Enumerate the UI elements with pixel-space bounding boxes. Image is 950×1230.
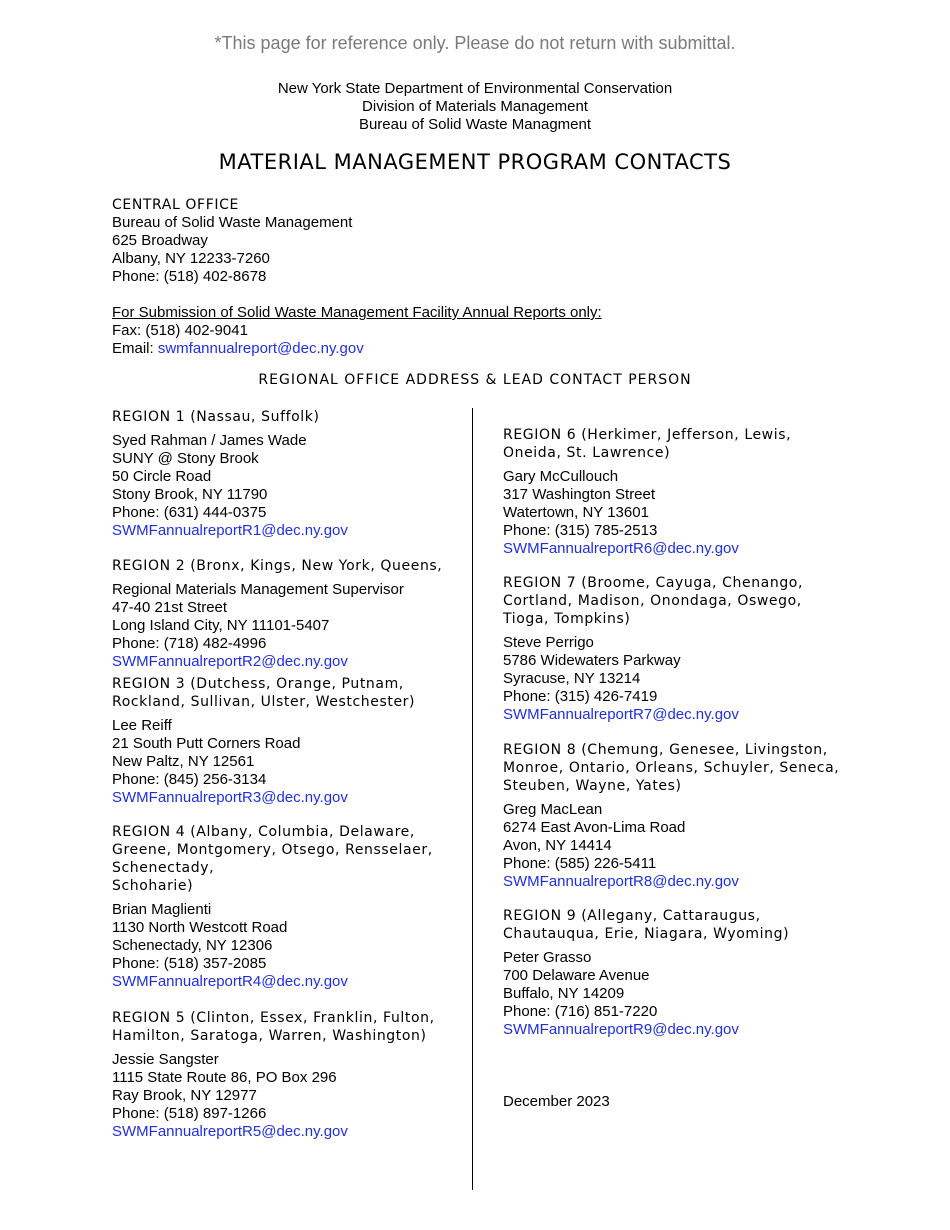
central-office-email-line bbox=[112, 340, 812, 358]
region-8-block bbox=[503, 741, 843, 891]
region-3-name: REGION 3 (Dutchess, Orange, Putnam, Rockland, Sullivan, Ulster, Westchester) bbox=[112, 676, 416, 710]
region-4-line: Phone: (518) 357-2085 bbox=[112, 955, 267, 972]
region-4-line: Brian Maglienti bbox=[112, 901, 212, 918]
page-title: MATERIAL MANAGEMENT PROGRAM CONTACTS bbox=[218, 150, 732, 174]
region-3-line: Lee Reiff bbox=[112, 717, 172, 734]
central-office-bureau: Bureau of Solid Waste Management bbox=[112, 214, 353, 231]
region-8-name: REGION 8 (Chemung, Genesee, Livingston, Monroe, Ontario, Orleans, Schuyler, Seneca, Steuben, Wayne, Yates) bbox=[503, 742, 840, 794]
region-5-line: 1115 State Route 86, PO Box 296 bbox=[112, 1069, 337, 1086]
regional-heading: REGIONAL OFFICE ADDRESS & LEAD CONTACT PERSON bbox=[258, 372, 692, 388]
central-office-email-link[interactable]: swmfannualreport@dec.ny.gov bbox=[157, 340, 364, 357]
region-2-block bbox=[112, 557, 472, 671]
document-date: December 2023 bbox=[503, 1093, 610, 1110]
region-1-line: Phone: (631) 444-0375 bbox=[112, 504, 267, 521]
region-1-line: 50 Circle Road bbox=[112, 468, 212, 485]
agency-name: New York State Department of Environmental Conservation bbox=[277, 80, 673, 97]
central-office-fax: Fax: (518) 402-9041 bbox=[112, 322, 248, 339]
region-6-line: 317 Washington Street bbox=[503, 486, 656, 503]
region-7-email-link[interactable]: SWMFannualreportR7@dec.ny.gov bbox=[503, 706, 739, 723]
bureau-name: Bureau of Solid Waste Managment bbox=[358, 116, 592, 133]
region-9-name: REGION 9 (Allegany, Cattaraugus, Chautauqua, Erie, Niagara, Wyoming) bbox=[503, 908, 790, 942]
region-7-block bbox=[503, 574, 823, 724]
region-9-line: 700 Delaware Avenue bbox=[503, 967, 650, 984]
central-office-heading: CENTRAL OFFICE bbox=[112, 197, 239, 213]
region-5-line: Phone: (518) 897-1266 bbox=[112, 1105, 267, 1122]
region-5-block bbox=[112, 1009, 452, 1141]
email-label: Email: bbox=[112, 340, 158, 357]
region-4-name: REGION 4 (Albany, Columbia, Delaware, Greene, Montgomery, Otsego, Rensselaer, Schenectady, Schoharie) bbox=[112, 824, 433, 894]
region-7-line: Phone: (315) 426-7419 bbox=[503, 688, 658, 705]
region-7-line: Steve Perrigo bbox=[503, 634, 594, 651]
region-3-block bbox=[112, 675, 452, 807]
region-9-line: Phone: (716) 851-7220 bbox=[503, 1003, 658, 1020]
region-5-name: REGION 5 (Clinton, Essex, Franklin, Fulton, Hamilton, Saratoga, Warren, Washington) bbox=[112, 1010, 435, 1044]
region-6-line: Phone: (315) 785-2513 bbox=[503, 522, 658, 539]
region-2-line: 47-40 21st Street bbox=[112, 599, 228, 616]
region-6-email-link[interactable]: SWMFannualreportR6@dec.ny.gov bbox=[503, 540, 739, 557]
region-1-line: Stony Brook, NY 11790 bbox=[112, 486, 268, 503]
region-5-email-link[interactable]: SWMFannualreportR5@dec.ny.gov bbox=[112, 1123, 348, 1140]
region-7-line: 5786 Widewaters Parkway bbox=[503, 652, 681, 669]
region-9-email-link[interactable]: SWMFannualreportR9@dec.ny.gov bbox=[503, 1021, 739, 1038]
division-name: Division of Materials Management bbox=[362, 98, 588, 115]
reference-notice: *This page for reference only. Please do not return with submittal. bbox=[214, 33, 736, 53]
central-office-street: 625 Broadway bbox=[112, 232, 208, 249]
region-7-line: Syracuse, NY 13214 bbox=[503, 670, 641, 687]
region-8-email-link[interactable]: SWMFannualreportR8@dec.ny.gov bbox=[503, 873, 739, 890]
region-2-line: Long Island City, NY 11101-5407 bbox=[112, 617, 330, 634]
region-2-email-link[interactable]: SWMFannualreportR2@dec.ny.gov bbox=[112, 653, 348, 670]
region-1-line: SUNY @ Stony Brook bbox=[112, 450, 259, 467]
region-6-line: Gary McCullouch bbox=[503, 468, 619, 485]
region-3-line: New Paltz, NY 12561 bbox=[112, 753, 255, 770]
region-3-email-link[interactable]: SWMFannualreportR3@dec.ny.gov bbox=[112, 789, 348, 806]
submission-note: For Submission of Solid Waste Management Facility Annual Reports only: bbox=[112, 304, 602, 321]
central-office-city: Albany, NY 12233-7260 bbox=[112, 250, 270, 267]
region-9-line: Buffalo, NY 14209 bbox=[503, 985, 625, 1002]
region-1-name: REGION 1 (Nassau, Suffolk) bbox=[112, 409, 320, 425]
region-1-block bbox=[112, 408, 452, 540]
region-8-line: 6274 East Avon-Lima Road bbox=[503, 819, 686, 836]
region-9-line: Peter Grasso bbox=[503, 949, 592, 966]
region-4-line: 1130 North Westcott Road bbox=[112, 919, 288, 936]
region-6-name: REGION 6 (Herkimer, Jefferson, Lewis, Oneida, St. Lawrence) bbox=[503, 427, 792, 461]
region-6-block bbox=[503, 426, 823, 558]
central-office-block bbox=[112, 196, 812, 358]
region-8-line: Greg MacLean bbox=[503, 801, 603, 818]
region-1-email-link[interactable]: SWMFannualreportR1@dec.ny.gov bbox=[112, 522, 348, 539]
region-9-block bbox=[503, 907, 803, 1039]
region-2-line: Regional Materials Management Supervisor bbox=[112, 581, 404, 598]
region-5-line: Ray Brook, NY 12977 bbox=[112, 1087, 257, 1104]
region-3-line: 21 South Putt Corners Road bbox=[112, 735, 301, 752]
region-8-line: Phone: (585) 226-5411 bbox=[503, 855, 657, 872]
region-4-email-link[interactable]: SWMFannualreportR4@dec.ny.gov bbox=[112, 973, 348, 990]
region-6-line: Watertown, NY 13601 bbox=[503, 504, 649, 521]
region-1-line: Syed Rahman / James Wade bbox=[112, 432, 307, 449]
column-divider bbox=[472, 408, 473, 1190]
region-4-line: Schenectady, NY 12306 bbox=[112, 937, 273, 954]
region-8-line: Avon, NY 14414 bbox=[503, 837, 612, 854]
region-2-name: REGION 2 (Bronx, Kings, New York, Queens, bbox=[112, 558, 443, 574]
region-7-name: REGION 7 (Broome, Cayuga, Chenango, Cortland, Madison, Onondaga, Oswego, Tioga, Tompkins) bbox=[503, 575, 804, 627]
agency-block bbox=[0, 80, 950, 134]
region-4-block bbox=[112, 823, 442, 991]
central-office-phone: Phone: (518) 402-8678 bbox=[112, 268, 267, 285]
region-3-line: Phone: (845) 256-3134 bbox=[112, 771, 267, 788]
region-2-line: Phone: (718) 482-4996 bbox=[112, 635, 267, 652]
region-5-line: Jessie Sangster bbox=[112, 1051, 219, 1068]
